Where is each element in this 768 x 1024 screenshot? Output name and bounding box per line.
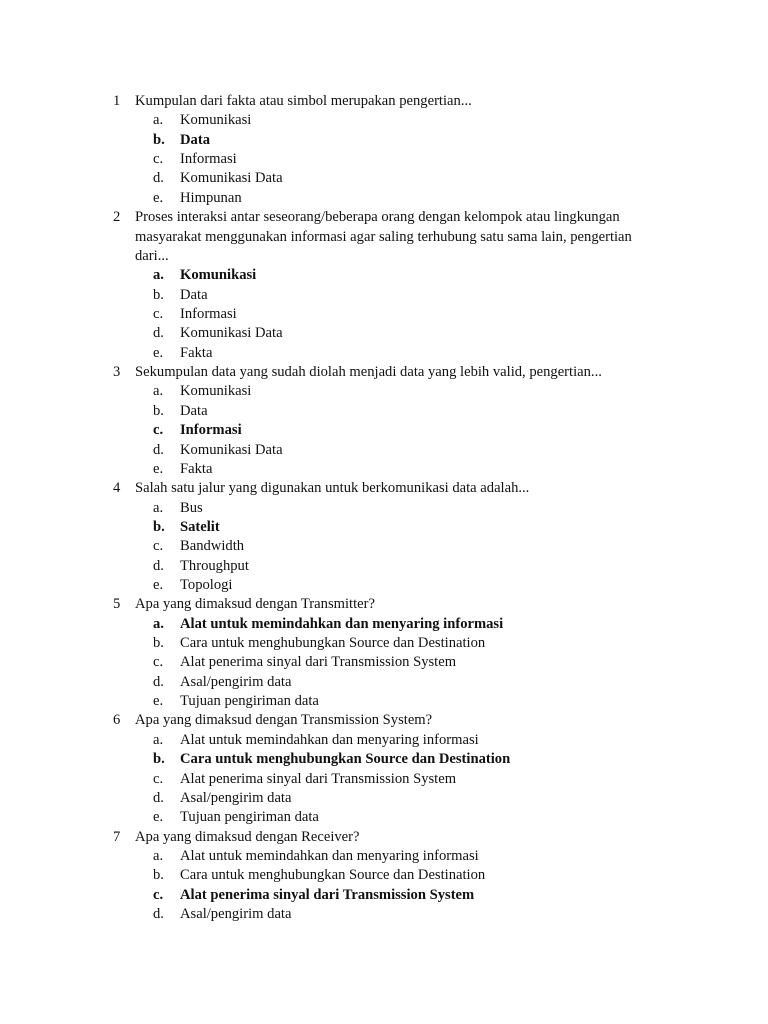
option-text: Alat untuk memindahkan dan menyaring informasi <box>180 847 479 864</box>
option-e <box>0 344 768 363</box>
question-1 <box>0 92 768 208</box>
option-c <box>0 537 768 556</box>
option-text: Komunikasi <box>180 383 252 400</box>
option-a-correct <box>0 615 768 634</box>
option-text: Himpunan <box>180 189 242 206</box>
option-text: Bus <box>180 499 203 516</box>
option-d <box>0 324 768 343</box>
question-2 <box>0 208 768 363</box>
option-e <box>0 692 768 711</box>
option-text: Komunikasi <box>180 112 252 129</box>
option-text: Asal/pengirim data <box>180 789 292 806</box>
option-b-correct <box>0 750 768 769</box>
question-number: 2 <box>113 209 121 226</box>
question-text: Proses interaksi antar seseorang/beberapa orang dengan kelompok atau lingkungan masyarakat menggunakan informasi agar saling terhubung satu sama lain, pengertian dari... <box>135 209 632 264</box>
option-d <box>0 441 768 460</box>
option-letter: b. <box>153 751 165 768</box>
option-e <box>0 576 768 595</box>
question-text: Apa yang dimaksud dengan Transmission System? <box>135 712 433 729</box>
option-text: Bandwidth <box>180 538 245 555</box>
option-d <box>0 673 768 692</box>
option-text: Cara untuk menghubungkan Source dan Destination <box>180 751 511 768</box>
question-text: Kumpulan dari fakta atau simbol merupakan pengertian... <box>135 93 472 109</box>
question-number: 6 <box>113 712 121 729</box>
option-letter: e. <box>153 693 164 710</box>
option-text: Komunikasi Data <box>180 170 283 187</box>
option-b <box>0 286 768 305</box>
option-letter: e. <box>153 809 164 826</box>
option-letter: c. <box>153 654 164 671</box>
option-letter: a. <box>153 847 164 864</box>
option-text: Alat untuk memindahkan dan menyaring informasi <box>180 731 479 748</box>
option-a <box>0 382 768 401</box>
option-text: Informasi <box>180 422 242 439</box>
option-b <box>0 634 768 653</box>
option-letter: b. <box>153 518 165 535</box>
option-letter: d. <box>153 906 164 922</box>
option-e <box>0 808 768 827</box>
option-text: Alat penerima sinyal dari Transmission System <box>180 886 475 903</box>
option-text: Alat untuk memindahkan dan menyaring informasi <box>180 615 504 632</box>
option-c-correct <box>0 886 768 905</box>
option-text: Alat penerima sinyal dari Transmission System <box>180 770 457 787</box>
option-c <box>0 305 768 324</box>
option-text: Throughput <box>180 557 249 574</box>
option-letter: e. <box>153 189 164 206</box>
option-text: Satelit <box>180 518 220 535</box>
question-5 <box>0 595 768 711</box>
option-letter: b. <box>153 635 164 652</box>
question-6 <box>0 711 768 827</box>
option-text: Informasi <box>180 151 237 168</box>
option-letter: a. <box>153 499 164 516</box>
option-a <box>0 499 768 518</box>
option-a <box>0 731 768 750</box>
option-text: Komunikasi Data <box>180 441 283 458</box>
option-text: Fakta <box>180 344 213 361</box>
option-a <box>0 847 768 866</box>
option-letter: d. <box>153 325 164 342</box>
question-text: Apa yang dimaksud dengan Receiver? <box>135 828 360 845</box>
option-letter: c. <box>153 886 164 903</box>
option-text: Asal/pengirim data <box>180 673 292 690</box>
option-letter: d. <box>153 441 164 458</box>
option-letter: d. <box>153 789 164 806</box>
option-text: Tujuan pengiriman data <box>180 809 319 826</box>
option-letter: a. <box>153 383 164 400</box>
option-a <box>0 111 768 130</box>
question-number: 1 <box>113 93 121 109</box>
option-c <box>0 150 768 169</box>
option-b <box>0 402 768 421</box>
option-text: Informasi <box>180 306 237 323</box>
question-7 <box>0 828 768 925</box>
option-text: Komunikasi <box>180 267 257 284</box>
option-letter: b. <box>153 131 165 148</box>
option-text: Asal/pengirim data <box>180 906 292 922</box>
option-letter: c. <box>153 770 164 787</box>
option-text: Cara untuk menghubungkan Source dan Destination <box>180 635 486 652</box>
question-3 <box>0 363 768 479</box>
question-text: Sekumpulan data yang sudah diolah menjadi data yang lebih valid, pengertian... <box>135 364 602 381</box>
option-letter: a. <box>153 267 164 284</box>
option-text: Alat penerima sinyal dari Transmission System <box>180 654 457 671</box>
option-text: Data <box>180 286 208 303</box>
quiz-document <box>0 92 768 924</box>
option-e <box>0 460 768 479</box>
option-b <box>0 866 768 885</box>
option-d <box>0 905 768 924</box>
option-text: Data <box>180 131 210 148</box>
option-letter: a. <box>153 615 164 632</box>
option-d <box>0 789 768 808</box>
option-letter: c. <box>153 538 164 555</box>
option-letter: d. <box>153 557 164 574</box>
option-letter: d. <box>153 170 164 187</box>
option-letter: e. <box>153 460 164 477</box>
option-c <box>0 770 768 789</box>
option-letter: a. <box>153 731 164 748</box>
option-text: Tujuan pengiriman data <box>180 693 319 710</box>
question-number: 4 <box>113 480 121 497</box>
option-c-correct <box>0 421 768 440</box>
option-e <box>0 189 768 208</box>
option-letter: a. <box>153 112 164 129</box>
question-4 <box>0 479 768 595</box>
option-b-correct <box>0 131 768 150</box>
option-letter: b. <box>153 867 164 884</box>
option-a-correct <box>0 266 768 285</box>
question-number: 3 <box>113 364 121 381</box>
option-d <box>0 169 768 188</box>
option-letter: c. <box>153 151 164 168</box>
option-letter: b. <box>153 286 164 303</box>
question-text: Salah satu jalur yang digunakan untuk berkomunikasi data adalah... <box>135 480 530 497</box>
option-b-correct <box>0 518 768 537</box>
option-c <box>0 653 768 672</box>
option-letter: b. <box>153 402 164 419</box>
option-letter: c. <box>153 306 164 323</box>
question-number: 5 <box>113 596 121 613</box>
option-text: Data <box>180 402 208 419</box>
option-letter: c. <box>153 422 164 439</box>
option-letter: e. <box>153 576 164 593</box>
option-text: Komunikasi Data <box>180 325 283 342</box>
option-text: Fakta <box>180 460 213 477</box>
question-text: Apa yang dimaksud dengan Transmitter? <box>135 596 375 613</box>
option-letter: e. <box>153 344 164 361</box>
question-number: 7 <box>113 828 121 845</box>
option-text: Cara untuk menghubungkan Source dan Destination <box>180 867 486 884</box>
option-d <box>0 557 768 576</box>
option-text: Topologi <box>180 576 233 593</box>
option-letter: d. <box>153 673 164 690</box>
